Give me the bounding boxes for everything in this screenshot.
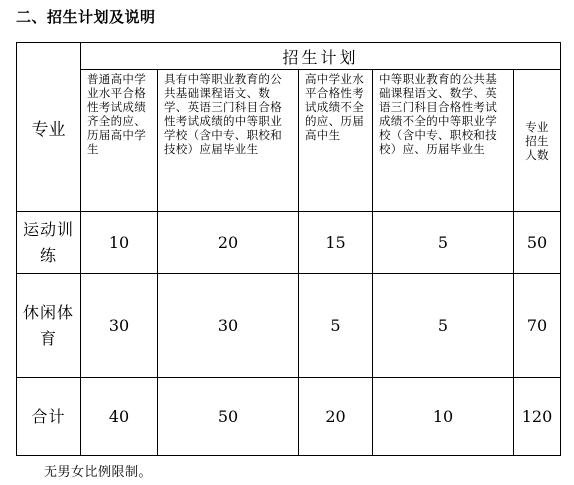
- subheader-vocational-incomplete: 中等职业教育的公共基础课程语文、数学、英语三门科目合格性考试成绩不全的中等职业学校（含中专、职校和技校）应、历届毕业生: [373, 70, 514, 212]
- table-cell: 5: [373, 274, 514, 378]
- table-cell: 5: [299, 274, 373, 378]
- table-cell: 10: [81, 212, 158, 274]
- table-cell: 70: [514, 274, 561, 378]
- enrollment-plan-table: [16, 42, 561, 456]
- subheader-regular-incomplete: 高中学业水平合格性考试成绩不全的应、历届高中生: [299, 70, 373, 212]
- table-row: [17, 212, 561, 274]
- subheader-total-per-major: 专业招生人数: [514, 70, 561, 212]
- major-name: 运动训练: [17, 212, 81, 274]
- table-cell: 20: [158, 212, 299, 274]
- major-column-header: 专业: [17, 43, 81, 212]
- table-cell: 120: [514, 378, 561, 456]
- table-cell: 15: [299, 212, 373, 274]
- subheader-vocational-complete: 具有中等职业教育的公共基础课程语文、数学、英语三门科目合格性考试成绩的中等职业学校（含中专、职校和技校）应届毕业生: [158, 70, 299, 212]
- table-cell: 50: [158, 378, 299, 456]
- table-cell: 40: [81, 378, 158, 456]
- table-row: [17, 274, 561, 378]
- section-heading: 二、招生计划及说明: [16, 8, 156, 26]
- table-header-row: [17, 43, 561, 70]
- table-cell: 50: [514, 212, 561, 274]
- major-name: 休闲体育: [17, 274, 81, 378]
- plan-group-header: 招生计划: [81, 43, 561, 70]
- table-cell: 30: [158, 274, 299, 378]
- table-cell: 20: [299, 378, 373, 456]
- table-row-total: [17, 378, 561, 456]
- footnote: 无男女比例限制。: [44, 465, 153, 480]
- table-cell: 10: [373, 378, 514, 456]
- table-subheader-row: [17, 70, 561, 212]
- table-cell: 30: [81, 274, 158, 378]
- major-name: 合计: [17, 378, 81, 456]
- table-cell: 5: [373, 212, 514, 274]
- subheader-regular-complete: 普通高中学业水平合格性考试成绩齐全的应、历届高中学生: [81, 70, 158, 212]
